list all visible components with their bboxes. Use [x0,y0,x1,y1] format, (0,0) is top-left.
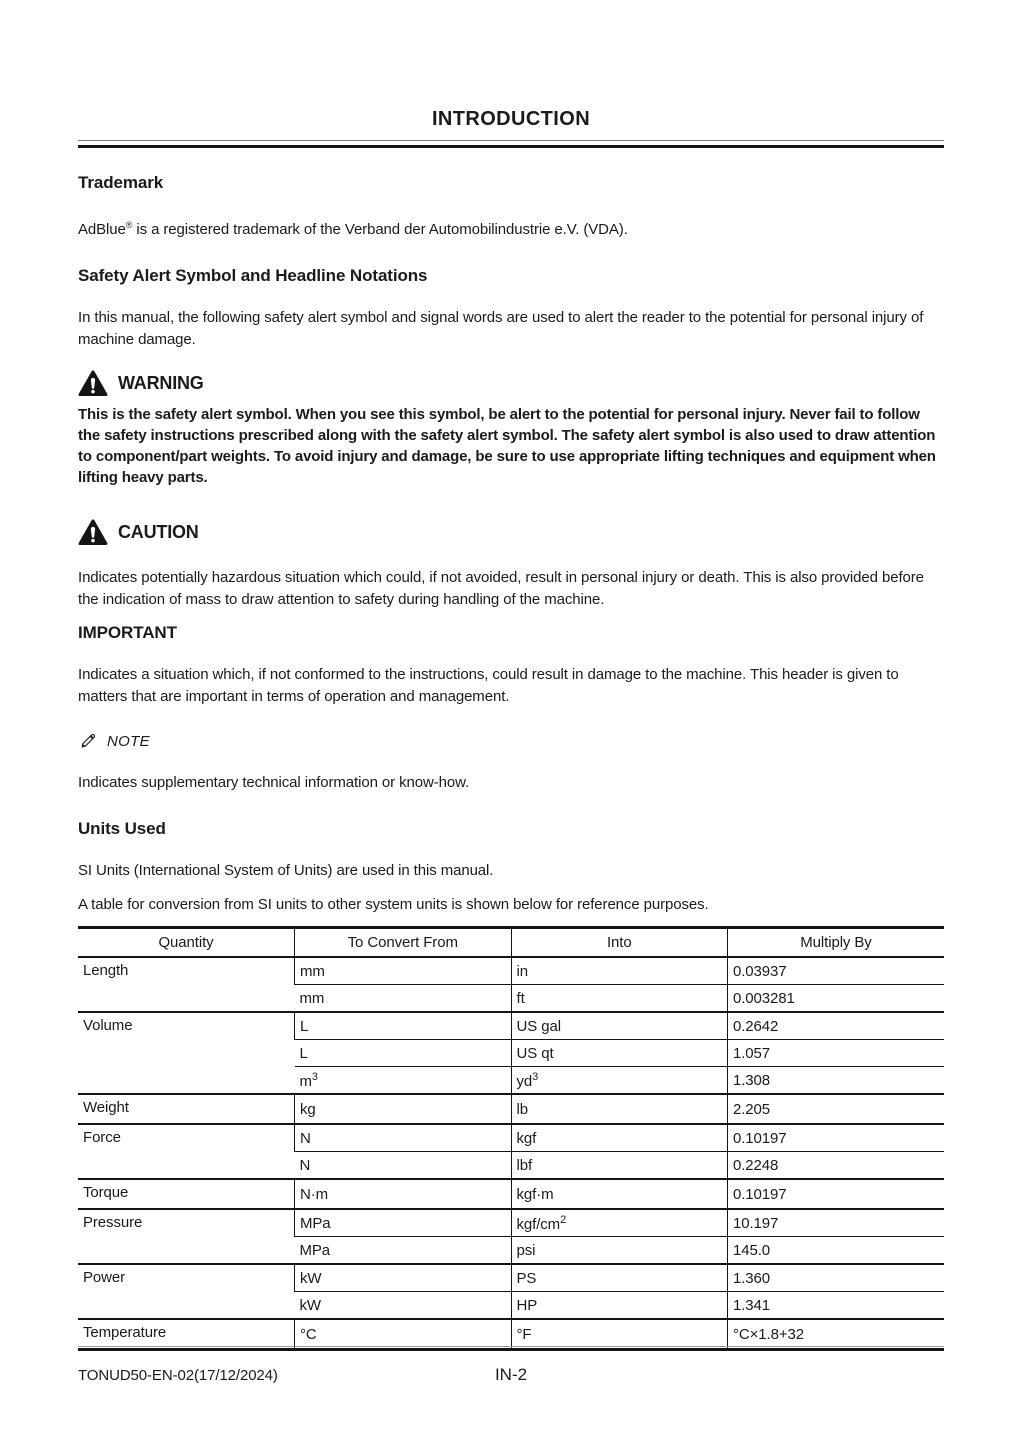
units-table-cell: PS [511,1264,728,1292]
units-table-body [78,957,944,1350]
trademark-text-after: is a registered trademark of the Verband der Automobilindustrie e.V. (VDA). [132,221,628,238]
units-table-cell: 0.10197 [728,1124,945,1152]
units-table-cell: °F [511,1319,728,1350]
note-header [78,731,944,751]
quantity-cell: Torque [78,1179,295,1209]
units-table-cell: HP [511,1292,728,1320]
trademark-text [78,214,944,241]
units-table-cell: 1.360 [728,1264,945,1292]
warning-triangle-icon [78,370,108,397]
units-table-cell: psi [511,1237,728,1265]
units-table-cell: °C [295,1319,512,1350]
note-body: Indicates supplementary technical information or know-how. [78,774,470,791]
units-table-cell: mm [295,957,512,985]
units-table-cell: kW [295,1292,512,1320]
units-table-cell: 0.2642 [728,1012,945,1040]
units-table-cell: 10.197 [728,1209,945,1237]
units-table-cell: 0.03937 [728,957,945,985]
column-header-convert-from: To Convert From [295,928,512,958]
column-header-into: Into [511,928,728,958]
units-table-cell: L [295,1012,512,1040]
units-table-cell: kg [295,1094,512,1124]
units-table-cell: mm [295,985,512,1013]
quantity-cell: Force [78,1124,295,1179]
units-table-cell: 0.003281 [728,985,945,1013]
note-label: NOTE [107,732,150,750]
safety-intro: In this manual, the following safety alert symbol and signal words are used to alert the reader to the potential for personal injury of machine damage. [78,309,924,348]
warning-label: WARNING [118,373,204,393]
units-table-cell: US gal [511,1012,728,1040]
safety-heading: Safety Alert Symbol and Headline Notations [78,266,428,285]
caution-body: Indicates potentially hazardous situation which could, if not avoided, result in personal injury or death. This is also provided before the indication of mass to draw attention to safety during handling of the machine. [78,569,924,608]
units-table-cell: MPa [295,1237,512,1265]
column-header-multiply-by: Multiply By [728,928,945,958]
units-table-row [78,957,944,985]
units-heading: Units Used [78,819,166,838]
quantity-cell: Pressure [78,1209,295,1264]
title-double-rule [78,140,944,148]
footer-row [78,1367,944,1385]
document-number: TONUD50-EN-02(17/12/2024) [78,1367,278,1384]
quantity-cell: Volume [78,1012,295,1094]
units-table-row [78,1012,944,1040]
caution-triangle-icon [78,519,108,546]
quantity-cell: Temperature [78,1319,295,1350]
quantity-cell: Weight [78,1094,295,1124]
units-table-cell: kgf/$cm^2$ [511,1209,728,1237]
caution-label: CAUTION [118,522,199,542]
units-table-header-row [78,928,944,958]
units-table-cell: 1.057 [728,1040,945,1067]
page-footer [78,1346,944,1385]
units-table-cell: N [295,1124,512,1152]
units-table-cell: US qt [511,1040,728,1067]
units-table-cell: $m^3$ [295,1067,512,1095]
units-table-cell: 0.2248 [728,1152,945,1180]
units-table-cell: lb [511,1094,728,1124]
important-heading: IMPORTANT [78,623,177,642]
units-table-cell: kgf·m [511,1179,728,1209]
units-table-cell: °C×1.8+32 [728,1319,945,1350]
trademark-brand: AdBlue [78,221,126,238]
units-table-row [78,1124,944,1152]
units-line1: SI Units (International System of Units) are used in this manual. [78,862,494,879]
units-table-cell: N [295,1152,512,1180]
units-table-cell: 145.0 [728,1237,945,1265]
footer-rule [78,1346,944,1347]
units-line2: A table for conversion from SI units to other system units is shown below for reference purposes. [78,896,709,913]
units-table-cell: L [295,1040,512,1067]
units-table-cell: N·m [295,1179,512,1209]
column-header-quantity: Quantity [78,928,295,958]
units-table-cell: 2.205 [728,1094,945,1124]
page-number: IN-2 [494,1365,528,1384]
pencil-icon [78,731,98,751]
units-table-cell: lbf [511,1152,728,1180]
important-body: Indicates a situation which, if not conformed to the instructions, could result in damage to the machine. This header is given to matters that are important in terms of operation and management. [78,666,899,705]
units-table-cell: MPa [295,1209,512,1237]
trademark-heading: Trademark [78,173,164,192]
units-table-cell: kgf [511,1124,728,1152]
units-table-cell: 1.308 [728,1067,945,1095]
warning-body: This is the safety alert symbol. When you see this symbol, be alert to the potential for personal injury. Never fail to follow the safety instructions prescribed along with the safety alert symbol. The safety alert symbol is also used to draw attention to component/part weights. To avoid injury and damage, be sure to use appropriate lifting techniques and equipment when lifting heavy parts. [78,406,936,486]
warning-header [78,370,944,397]
caution-header [78,519,944,546]
page-title: INTRODUCTION [431,108,591,130]
units-table-cell: $yd^3$ [511,1067,728,1095]
quantity-cell: Power [78,1264,295,1319]
units-table [78,926,944,1351]
units-table-cell: 0.10197 [728,1179,945,1209]
registered-mark: ® [125,220,133,230]
units-table-row [78,1179,944,1209]
units-table-row [78,1319,944,1350]
units-table-cell: 1.341 [728,1292,945,1320]
quantity-cell: Length [78,957,295,1012]
units-table-row [78,1094,944,1124]
units-table-cell: ft [511,985,728,1013]
units-table-row [78,1264,944,1292]
units-table-cell: kW [295,1264,512,1292]
units-table-row [78,1209,944,1237]
units-table-cell: in [511,957,728,985]
